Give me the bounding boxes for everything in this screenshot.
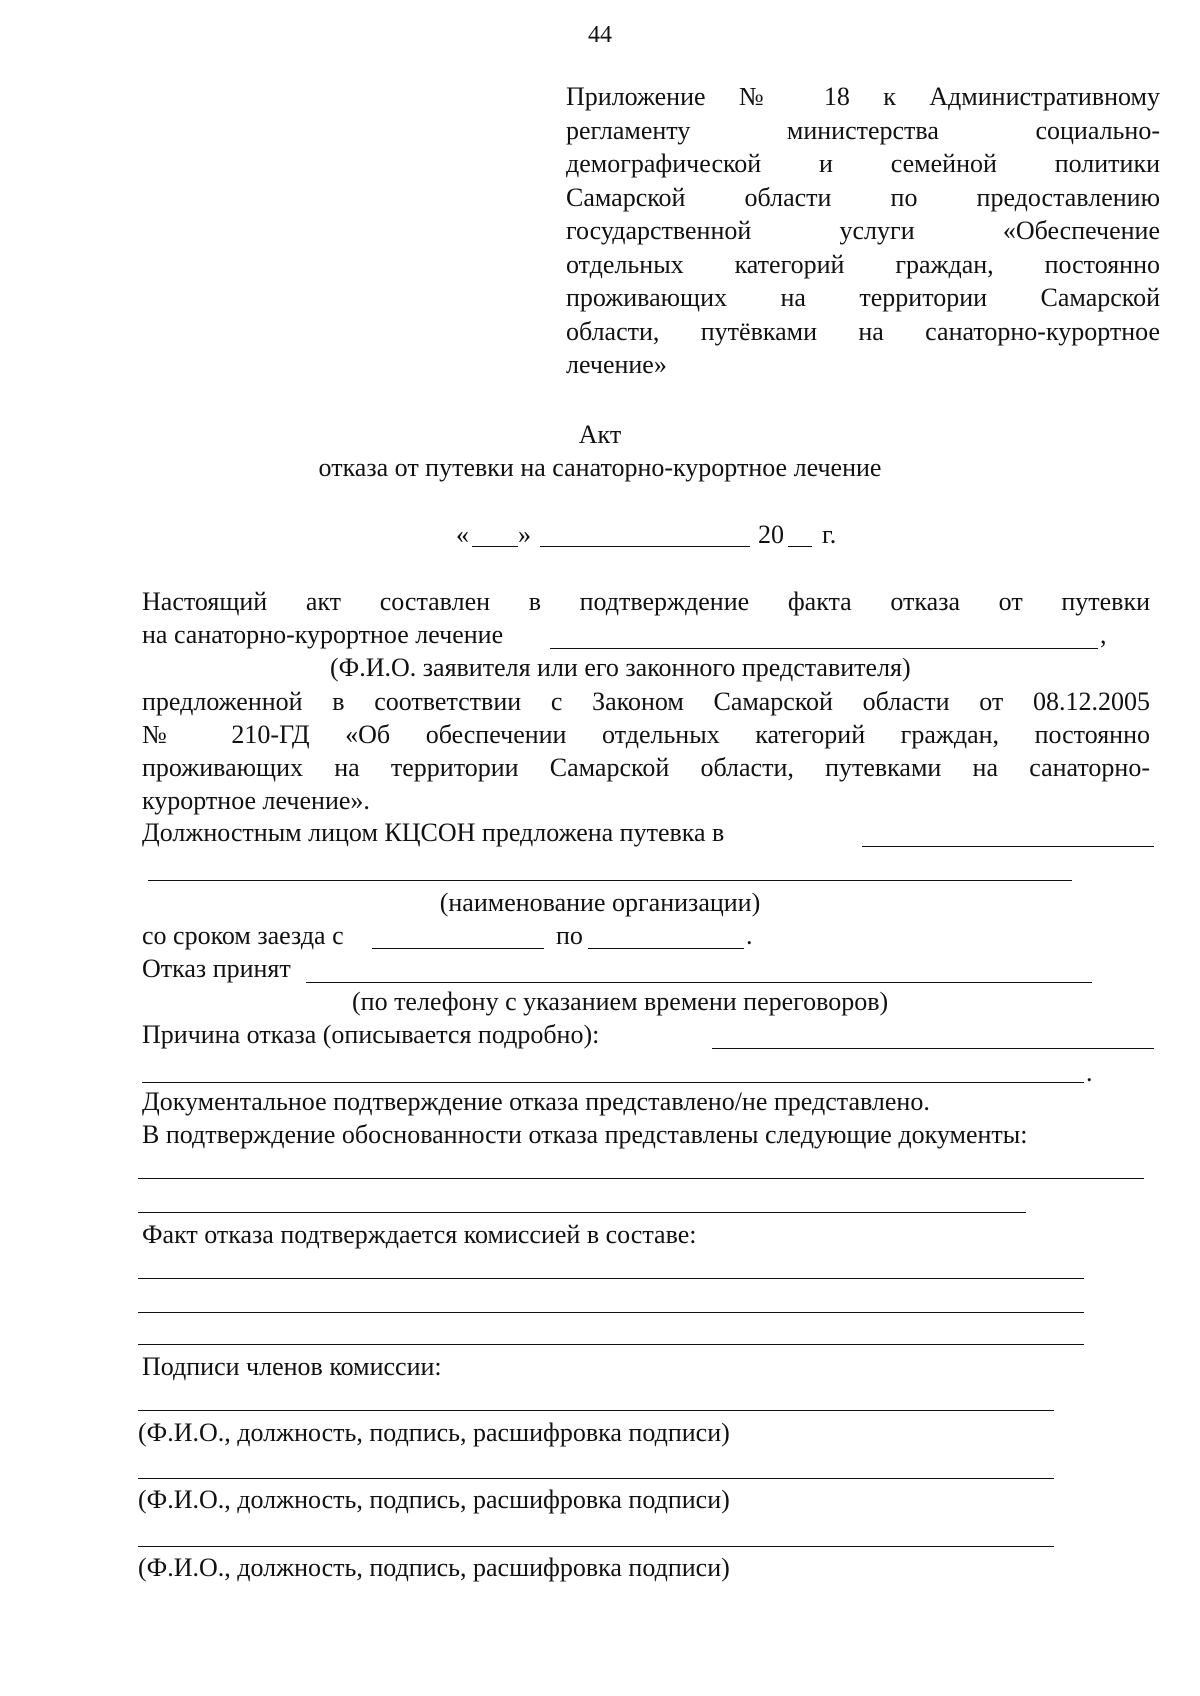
documents-field-2[interactable] bbox=[138, 1212, 1026, 1213]
reason-end: . bbox=[1086, 1058, 1093, 1087]
appendix-line: регламенту министерства социально- bbox=[566, 115, 1160, 145]
caption-phone: (по телефону с указанием времени переговоров) bbox=[352, 987, 889, 1016]
official-line: Должностным лицом КЦСОН предложена путевка в bbox=[142, 818, 725, 847]
refusal-accepted-label: Отказ принят bbox=[142, 954, 291, 983]
commission-label: Факт отказа подтверждается комиссией в составе: bbox=[142, 1220, 697, 1249]
document-subtitle: отказа от путевки на санаторно-курортное лечение bbox=[318, 453, 882, 482]
appendix-line: Самарской области по предоставлению bbox=[566, 182, 1160, 212]
organization-field-1[interactable] bbox=[862, 846, 1154, 847]
applicant-name-field[interactable] bbox=[550, 648, 1098, 649]
appendix-line: проживающих на территории Самарской bbox=[566, 283, 1160, 312]
document-title: Акт bbox=[578, 420, 622, 449]
docs-presented: В подтверждение обоснованности отказа представлены следующие документы: bbox=[142, 1120, 1028, 1149]
documents-field-1[interactable] bbox=[138, 1178, 1144, 1179]
commission-field-3[interactable] bbox=[138, 1344, 1084, 1345]
date-year-suffix: г. bbox=[822, 520, 837, 549]
date-month-field[interactable] bbox=[540, 546, 750, 547]
term-from-field[interactable] bbox=[372, 948, 544, 949]
commission-field-2[interactable] bbox=[138, 1312, 1084, 1313]
signatures-label: Подписи членов комиссии: bbox=[142, 1352, 442, 1381]
reason-field-1[interactable] bbox=[712, 1048, 1154, 1049]
appendix-line: отдельных категорий граждан, постоянно bbox=[566, 249, 1160, 279]
date-year-field[interactable] bbox=[788, 546, 812, 547]
doc-confirmation: Документальное подтверждение отказа представлено/не представлено. bbox=[142, 1087, 930, 1116]
date-day-field[interactable] bbox=[472, 546, 518, 547]
appendix-line: лечение» bbox=[566, 350, 667, 379]
appendix-header bbox=[566, 80, 1160, 382]
law-line: проживающих на территории Самарской области, путевками на санаторно- bbox=[142, 753, 1150, 782]
commission-field-1[interactable] bbox=[138, 1278, 1084, 1279]
term-to-label: по bbox=[556, 921, 583, 950]
signature-field-1[interactable] bbox=[138, 1410, 1054, 1411]
reason-field-2[interactable] bbox=[142, 1082, 1084, 1083]
signature-caption-3: (Ф.И.О., должность, подпись, расшифровка подписи) bbox=[138, 1553, 730, 1582]
term-to-field[interactable] bbox=[588, 948, 744, 949]
law-line: № 210-ГД «Об обеспечении отдельных категорий граждан, постоянно bbox=[142, 720, 1150, 749]
appendix-line: области, путёвками на санаторно-курортное bbox=[566, 316, 1160, 346]
appendix-line: государственной услуги «Обеспечение bbox=[566, 216, 1160, 245]
organization-field-2[interactable] bbox=[148, 880, 1072, 881]
date-year-prefix: 20 bbox=[758, 520, 784, 549]
date-close-quote: » bbox=[518, 520, 531, 549]
page-number: 44 bbox=[588, 22, 612, 48]
appendix-line: демографической и семейной политики bbox=[566, 149, 1160, 178]
date-open-quote: « bbox=[456, 520, 469, 549]
body-intro-line2: на санаторно-курортное лечение bbox=[142, 620, 504, 649]
signature-caption-1: (Ф.И.О., должность, подпись, расшифровка подписи) bbox=[138, 1418, 730, 1447]
refusal-accepted-field[interactable] bbox=[306, 982, 1092, 983]
term-end: . bbox=[746, 921, 753, 950]
law-line-last: курортное лечение». bbox=[142, 786, 370, 815]
term-from-label: со сроком заезда с bbox=[142, 921, 344, 950]
caption-organization: (наименование организации) bbox=[439, 888, 761, 917]
comma: , bbox=[1100, 620, 1107, 649]
appendix-line: Приложение № 18 к Административному bbox=[566, 82, 1160, 111]
body-intro-line: Настоящий акт составлен в подтверждение факта отказа от путевки bbox=[142, 587, 1150, 616]
caption-applicant: (Ф.И.О. заявителя или его законного представителя) bbox=[330, 653, 911, 682]
reason-label: Причина отказа (описывается подробно): bbox=[142, 1020, 600, 1049]
signature-field-3[interactable] bbox=[138, 1546, 1054, 1547]
law-line: предложенной в соответствии с Законом Самарской области от 08.12.2005 bbox=[142, 687, 1150, 716]
signature-field-2[interactable] bbox=[138, 1478, 1054, 1479]
signature-caption-2: (Ф.И.О., должность, подпись, расшифровка подписи) bbox=[138, 1485, 730, 1514]
